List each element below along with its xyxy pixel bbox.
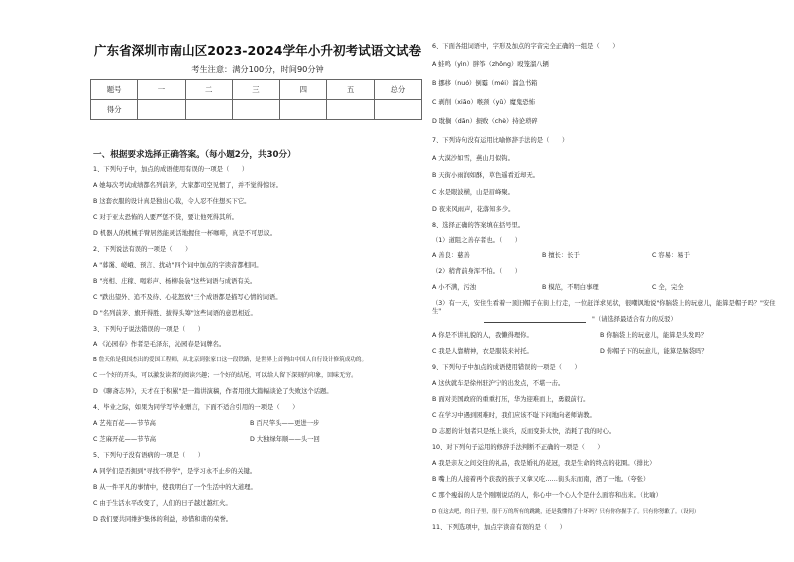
instruction-text: "（请选择最适合有力的反驳） bbox=[592, 316, 677, 323]
subquestion-text: （3）有一天，安住生看着一顶旧帽子在街上行走，一位赶洋求见状，很嘲讽地说"你脑袋上的玩意儿，能算是帽子吗？"安住生" bbox=[432, 300, 776, 315]
score-table bbox=[90, 79, 422, 120]
subquestion-text: （2）稍背前身浑不怕。（ ） bbox=[432, 268, 522, 275]
section-heading: 一、根据要求选择正确答案。（每小题2分，共30分） bbox=[93, 150, 296, 160]
option-text: B 嘴上的人接着再个获我的孩子又拿又吃……街头东而南，酒了一地。（夸张） bbox=[432, 476, 650, 483]
option-text: B 天街小雨润如酥，草色遥看近却无。 bbox=[432, 172, 540, 179]
option-text: B 从一件平凡的事情中，使我明白了一个生活中的大道理。 bbox=[93, 484, 257, 491]
option-text: B 百尺竿头——更进一步 bbox=[250, 420, 320, 427]
option-text: D 大独绿年顺——头一回 bbox=[250, 436, 320, 443]
option-text: D 在这去吧，的日子里，很千万的所有的跳跳，还是我懂得了十坏吗？只有你你握手了。只有你努歉了。（设问） bbox=[432, 509, 700, 515]
question-text: 2、下列说法有误的一项是（ ） bbox=[93, 246, 192, 253]
question-text: 1、下列句子中，加点的成语使用有误的一项是（ ） bbox=[93, 166, 249, 173]
option-text: D 夜来风雨声，花落知多少。 bbox=[432, 206, 515, 213]
score-input-cell bbox=[138, 100, 185, 120]
option-text: C "跌出望外、追不及待、心花怒放"三个成语都是描写心情的词语。 bbox=[93, 294, 282, 301]
score-cell: 总分 bbox=[374, 80, 421, 100]
score-input-cell bbox=[232, 100, 279, 120]
option-text: A 同学们是否拥到"寻找不停学"，是学习永不止步的关键。 bbox=[93, 468, 257, 475]
option-text: A 善良：慈善 bbox=[432, 252, 470, 259]
score-input-cell bbox=[374, 100, 421, 120]
option-text: D "名列前茅、旗开得胜、拔得头筹"这些词语的意思相近。 bbox=[93, 310, 257, 317]
option-text: C 水是眼波横，山是眉峰聚。 bbox=[432, 189, 514, 196]
score-cell: 题号 bbox=[91, 80, 138, 100]
score-cell: 二 bbox=[185, 80, 232, 100]
question-text: 7、下列诗句没有运用比喻修辞手法的是（ ） bbox=[432, 137, 569, 144]
option-text: B 这套衣服的设计真是独出心裁，令人忍不住想买下它。 bbox=[93, 198, 251, 205]
option-text: D 《聊斋志异》，天才在于积累"是一篇讲演稿，作者用很大篇幅谈论了失败这个话题。 bbox=[93, 388, 333, 395]
score-input-cell bbox=[280, 100, 327, 120]
option-text: A 《沁园春》作者是毛泽东，沁园春是词牌名。 bbox=[93, 341, 226, 348]
score-cell: 五 bbox=[327, 80, 374, 100]
option-text: D 耽搁（dān）损败（chè）持论琐碎 bbox=[432, 118, 538, 125]
score-cell: 四 bbox=[280, 80, 327, 100]
subquestion-text: （1）道阻之善存者也。（ ） bbox=[432, 237, 522, 244]
score-cell: 一 bbox=[138, 80, 185, 100]
option-text: A "暮霭、嵯峨、预言、扰动"四个词中加点的字读音都相同。 bbox=[93, 262, 263, 269]
option-text: C 全，完全 bbox=[652, 284, 684, 291]
option-text: B 詹天佑是我国杰出的爱国工程师，从北京到张家口这一段铁路，是世界上首例由中国人自行设计修筑成功的。 bbox=[93, 357, 368, 363]
question-text: 8、选择正确的答案填在括号里。 bbox=[432, 222, 525, 229]
option-text: D 志愿的计划者只是纸上谈兵，反而变卦太快，消耗了我的时心。 bbox=[432, 428, 616, 435]
option-text: C 对于亚太恐怖的人要严惩不贷，要让他死得其所。 bbox=[93, 214, 238, 221]
option-text: C 在学习中遇到困难时，我们应该不耻下问地向老师请教。 bbox=[432, 412, 596, 419]
option-text: C 剥削（xiāo）喉颈（yǔ）魔鬼恐怖 bbox=[432, 99, 535, 106]
question-text: 3、下列句子说法错误的一项是（ ） bbox=[93, 326, 205, 333]
option-text: A 我是亲友之间交往的礼品，我是婚礼的花冠，我是生命的终点的花圈。（排比） bbox=[432, 460, 656, 467]
score-cell: 得分 bbox=[91, 100, 138, 120]
question-text: 10、对下列句子运用的修辞手法判断不正确的一项是（ ） bbox=[432, 444, 604, 451]
option-text: A 小不满，污浊 bbox=[432, 284, 477, 291]
option-text: D 机器人的机械手臂居然能灵活地握住一杯咖啡，真是不可思议。 bbox=[93, 230, 277, 237]
question-text: 6、下面各组词语中，字形及加点的字音完全正确的一组是（ ） bbox=[432, 43, 619, 50]
question-text: 4、毕业之际，如果为同学写毕业赠言，下面不适合引用的一项是（ ） bbox=[93, 404, 299, 411]
score-cell: 三 bbox=[232, 80, 279, 100]
score-table-header-row bbox=[91, 80, 422, 100]
option-text: B "亮相、庄稼、喝彩声、杨柳袅袅"这些词语与成语有关。 bbox=[93, 278, 257, 285]
option-text: A 你是不讲礼貌的人，我懒得理你。 bbox=[432, 332, 533, 339]
option-text: C 那个瘦弱的人是个刚刚说话的人，你心中一个心人个是什么面容和出来。（比喻） bbox=[432, 492, 662, 499]
option-text: C 芝麻开花——节节高 bbox=[93, 436, 157, 443]
question-text: 11、下列选项中，加点字读音有误的是（ ） bbox=[432, 524, 566, 531]
answer-blank-line bbox=[484, 316, 586, 326]
option-text: B 擅长：长于 bbox=[542, 252, 580, 259]
page-title: 广东省深圳市南山区2023-2024学年小升初考试语文试卷 bbox=[93, 43, 422, 58]
option-text: B 面对美国政府的重重打压，华为迎难而上，勇毅前行。 bbox=[432, 396, 590, 403]
score-table-score-row bbox=[91, 100, 422, 120]
question-text: 5、下列句子没有语病的一项是（ ） bbox=[93, 452, 205, 459]
option-text: A 她每次考试成绩都名列前茅，大家都司空见惯了，并不觉得惊讶。 bbox=[93, 182, 282, 189]
option-text: C 由于生活水平改变了，人们的日子越过越红火。 bbox=[93, 500, 232, 507]
option-text: B 挪移（nuó）倒霉（méi）溜急书箱 bbox=[432, 80, 538, 87]
option-text: B 你脑袋上的玩意儿，能算是头发吗？ bbox=[600, 332, 708, 339]
question-text: 9、下列句子中加点的成语使用错误的一项是（ ） bbox=[432, 364, 581, 371]
option-text: B 模范，不明白事理 bbox=[542, 284, 599, 291]
exam-notice: 考生注意：满分100分，时间90分钟 bbox=[191, 64, 324, 74]
option-text: D 我们要共同维护集体的利益，珍惜和谐的荣誉。 bbox=[93, 516, 233, 523]
option-text: C 一个好的开头，可以激发读者的阅读兴趣；一个好的结尾，可以给人留下深刻的印象，回味无穷。 bbox=[93, 372, 358, 379]
score-input-cell bbox=[327, 100, 374, 120]
option-text: A 艺苑百花——节节高 bbox=[93, 420, 156, 427]
option-text: C 容易：易于 bbox=[652, 252, 690, 259]
option-text: A 大漠沙如雪，燕山月似钩。 bbox=[432, 155, 514, 162]
option-text: A 这伙就车是徐州驻沪宁的出发点，不堪一击。 bbox=[432, 380, 565, 387]
option-text: D 你帽子下的玩意儿，能算是脑袋吗？ bbox=[600, 348, 708, 355]
option-text: C 我是人靠精神，衣是服装来衬托。 bbox=[432, 348, 533, 355]
score-input-cell bbox=[185, 100, 232, 120]
answer-blank bbox=[484, 316, 586, 323]
option-text: A 蛙鸣（yìn）胖筝（zhōng）殴笼溜八辆 bbox=[432, 61, 549, 68]
